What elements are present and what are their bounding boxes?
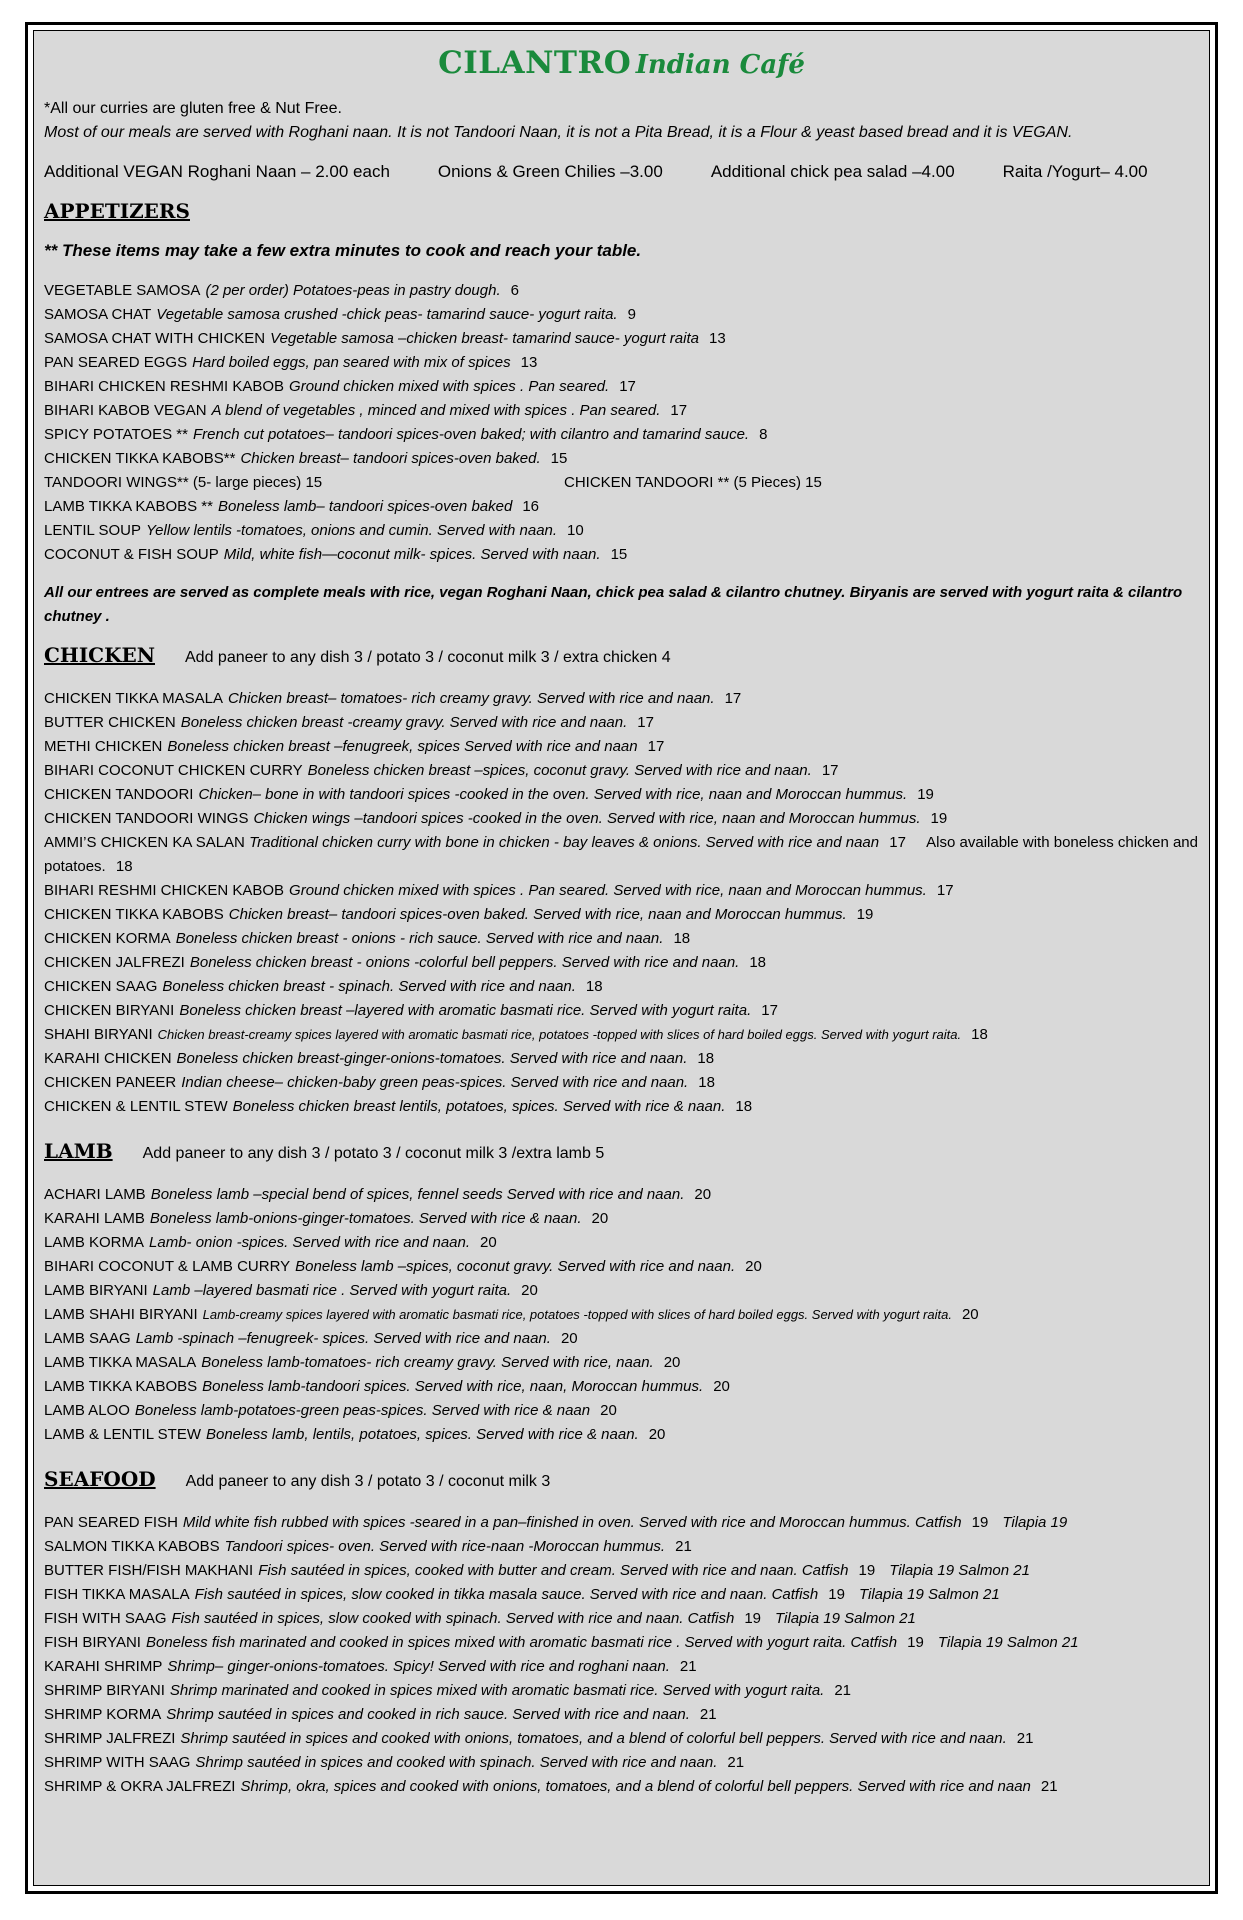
item-name: CHICKEN PANEER <box>44 1074 177 1091</box>
item-description: Lamb -spinach –fenugreek- spices. Served with rice and naan. <box>135 1330 551 1347</box>
menu-item <box>44 807 1199 831</box>
item-name: BIHARI CHICKEN RESHMI KABOB <box>44 378 285 395</box>
item-description: Boneless chicken breast –layered with aromatic basmati rice. Served with yogurt raita. <box>179 1002 752 1019</box>
menu-item <box>44 1207 1199 1231</box>
item-description: Boneless chicken breast - onions - rich sauce. Served with rice and naan. <box>175 930 664 947</box>
item-price: 10 <box>567 522 584 539</box>
item-description: Tandoori spices- oven. Served with rice-naan -Moroccan hummus. <box>224 1538 666 1555</box>
item-price: 21 <box>1040 1778 1058 1795</box>
menu-item <box>44 1231 1199 1255</box>
item-price: 19 <box>858 1562 876 1579</box>
item-name: COCONUT & FISH SOUP <box>44 546 219 563</box>
lamb-list <box>44 1183 1199 1303</box>
section-heading: LAMB <box>44 1139 113 1163</box>
item-price: 13 <box>708 330 726 347</box>
item-description: Boneless lamb, lentils, potatoes, spices. Served with rice & naan. <box>205 1426 639 1443</box>
item-name: LAMB TIKKA KABOBS ** <box>44 498 213 515</box>
item-price: 19 <box>971 1514 989 1531</box>
item-name: PAN SEARED EGGS <box>44 354 188 371</box>
menu-item <box>44 399 1199 423</box>
menu-item <box>44 519 1199 543</box>
brand-subtitle: Indian Café <box>635 50 805 80</box>
appetizers-note: ** These items may take a few extra minutes to cook and reach your table. <box>44 241 642 260</box>
item-name: LAMB TIKKA KABOBS <box>44 1378 198 1395</box>
menu-item <box>44 759 1199 783</box>
item-description: Hard boiled eggs, pan seared with mix of spices <box>192 354 511 371</box>
menu-item <box>44 1327 1199 1351</box>
item-name: BUTTER FISH/FISH MAKHANI <box>44 1562 254 1579</box>
menu-item <box>44 495 1199 519</box>
item-description: Shrimp marinated and cooked in spices mixed with aromatic basmati rice. Served with yogurt raita. <box>169 1682 825 1699</box>
menu-item <box>44 375 1199 399</box>
item-price: 21 <box>1016 1730 1034 1747</box>
item-name: LAMB BIRYANI <box>44 1282 148 1299</box>
menu-item <box>44 1679 1199 1703</box>
item-name: ACHARI LAMB <box>44 1186 146 1203</box>
item-extra-price: Tilapia 19 Salmon 21 <box>937 1634 1079 1651</box>
menu-item <box>44 1703 1199 1727</box>
item-name: CHICKEN BIRYANI <box>44 1002 175 1019</box>
menu-item <box>44 1351 1199 1375</box>
appetizer-pair-row <box>44 471 1199 495</box>
item-price: 20 <box>521 1282 538 1299</box>
item-price: 20 <box>713 1378 730 1395</box>
item-price: 15 <box>610 546 628 563</box>
menu-item <box>44 735 1199 759</box>
chicken-list <box>44 687 1199 831</box>
item-price: 19 <box>907 1634 924 1651</box>
item-name: PAN SEARED FISH <box>44 1514 178 1531</box>
item-price: 21 <box>699 1706 717 1723</box>
item-name: KARAHI SHRIMP <box>44 1658 163 1675</box>
item-name: FISH WITH SAAG <box>44 1610 167 1627</box>
item-price: 17 <box>637 714 654 731</box>
item-description: Fish sautéed in spices, cooked with butter and cream. Served with rice and naan. Catfish <box>258 1562 849 1579</box>
menu-item <box>44 951 1199 975</box>
menu-frame <box>25 22 1218 1894</box>
item-name: BUTTER CHICKEN <box>44 714 176 731</box>
item-price: 17 <box>936 882 954 899</box>
item-price: 18 <box>698 1074 715 1091</box>
item-description: Indian cheese– chicken-baby green peas-spices. Served with rice and naan. <box>181 1074 689 1091</box>
item-description: A blend of vegetables , minced and mixed with spices . Pan seared. <box>211 402 661 419</box>
menu-item <box>44 975 1199 999</box>
item-name: KARAHI CHICKEN <box>44 1050 172 1067</box>
item-description: Lamb –layered basmati rice . Served with yogurt raita. <box>152 1282 512 1299</box>
appetizer-list-2 <box>44 495 1199 567</box>
menu-item <box>44 1047 1199 1071</box>
item-price: 8 <box>759 426 768 443</box>
item-name: METHI CHICKEN <box>44 738 163 755</box>
item-name: CHICKEN & LENTIL STEW <box>44 1098 228 1115</box>
item-name: LAMB TIKKA MASALA <box>44 1354 197 1371</box>
item-price: 19 <box>930 810 948 827</box>
item-price: 17 <box>761 1002 778 1019</box>
menu-item <box>44 1279 1199 1303</box>
section-note: Add paneer to any dish 3 / potato 3 / coconut milk 3 <box>185 1473 551 1490</box>
item-name: LAMB SAAG <box>44 1330 131 1347</box>
item-name: LAMB & LENTIL STEW <box>44 1426 201 1443</box>
menu-item <box>44 1375 1199 1399</box>
item-price: 6 <box>510 282 519 299</box>
menu-item <box>44 1095 1199 1119</box>
item-description: Boneless lamb– tandoori spices-oven baked <box>217 498 513 515</box>
menu-item <box>44 279 1199 303</box>
menu-item <box>44 1583 1199 1607</box>
section-note: Add paneer to any dish 3 / potato 3 / coconut milk 3 / extra chicken 4 <box>185 649 671 666</box>
item-price: 19 <box>856 906 874 923</box>
item-name: LAMB KORMA <box>44 1234 145 1251</box>
item-description: Lamb- onion -spices. Served with rice and naan. <box>149 1234 471 1251</box>
section-note: Add paneer to any dish 3 / potato 3 / coconut milk 3 /extra lamb 5 <box>142 1145 605 1162</box>
extra-item: Raita /Yogurt– 4.00 <box>1002 162 1148 181</box>
item-description: Chicken breast– tomatoes- rich creamy gravy. Served with rice and naan. <box>227 690 715 707</box>
item-name: BIHARI RESHMI CHICKEN KABOB <box>44 882 285 899</box>
item-name: SHRIMP BIRYANI <box>44 1682 165 1699</box>
item-price: 20 <box>663 1354 681 1371</box>
item-description: Chicken– bone in with tandoori spices -cooked in the oven. Served with rice, naan and Moroccan hummus. <box>198 786 908 803</box>
item-name: CHICKEN KORMA <box>44 930 171 947</box>
item-name: SPICY POTATOES ** <box>44 426 188 443</box>
menu-item <box>44 1423 1199 1447</box>
item-name: CHICKEN TANDOORI <box>44 786 194 803</box>
item-name: CHICKEN JALFREZI <box>44 954 185 971</box>
item-name: SHRIMP KORMA <box>44 1706 162 1723</box>
menu-item <box>44 423 1199 447</box>
item-name: SAMOSA CHAT <box>44 306 152 323</box>
item-description: Boneless chicken breast - onions -colorful bell peppers. Served with rice and naan. <box>189 954 740 971</box>
item-price: 20 <box>648 1426 666 1443</box>
item-description: Boneless chicken breast -creamy gravy. Served with rice and naan. <box>180 714 628 731</box>
item-price: 21 <box>675 1538 692 1555</box>
item-name: BIHARI COCONUT CHICKEN CURRY <box>44 762 303 779</box>
item-price: 18 <box>585 978 603 995</box>
brand-name: CILANTRO <box>438 45 632 81</box>
item-price: 17 <box>821 762 839 779</box>
item-name: BIHARI KABOB VEGAN <box>44 402 207 419</box>
item-description: Shrimp sautéed in spices and cooked in rich sauce. Served with rice and naan. <box>166 1706 690 1723</box>
item-price: 20 <box>480 1234 497 1251</box>
item-description: Fish sautéed in spices, slow cooked in tikka masala sauce. Served with rice and naan. Catfish <box>194 1586 819 1603</box>
item-price: 19 <box>744 1610 761 1627</box>
item-extra-price: Tilapia 19 Salmon 21 <box>775 1610 916 1627</box>
item-price: 20 <box>745 1258 762 1275</box>
menu-item <box>44 903 1199 927</box>
item-description: Shrimp– ginger-onions-tomatoes. Spicy! Served with rice and roghani naan. <box>167 1658 670 1675</box>
item-price: 18 <box>735 1098 753 1115</box>
menu-item <box>44 1255 1199 1279</box>
note-gluten: *All our curries are gluten free & Nut Free. <box>44 100 342 117</box>
item-extra-price: Tilapia 19 Salmon 21 <box>858 1586 1000 1603</box>
item-description: Boneless lamb –spices, coconut gravy. Served with rice and naan. <box>295 1258 736 1275</box>
menu-item <box>44 1559 1199 1583</box>
note-naan: Most of our meals are served with Roghani naan. It is not Tandoori Naan, it is not a Pita Bread, it is a Flour & yeast based bread and it is VEGAN. <box>44 124 1073 141</box>
item-description: Mild, white fish—coconut milk- spices. Served with naan. <box>223 546 601 563</box>
lamb-list-2 <box>44 1327 1199 1447</box>
menu-item <box>44 1655 1199 1679</box>
item-price: 20 <box>600 1402 617 1419</box>
chicken-list-3 <box>44 1047 1199 1119</box>
menu-item <box>44 927 1199 951</box>
item-name: SHRIMP & OKRA JALFREZI <box>44 1778 236 1795</box>
menu-item <box>44 1183 1199 1207</box>
item-price: 17 <box>670 402 688 419</box>
item-description: Shrimp sautéed in spices and cooked with onions, tomatoes, and a blend of colorful bell peppers. Served with rice and naan. <box>180 1730 1007 1747</box>
extras-row <box>44 159 1199 185</box>
item-price: 18 <box>749 954 767 971</box>
menu-item <box>44 783 1199 807</box>
chicken-list-2 <box>44 879 1199 1023</box>
item-description: Boneless chicken breast-ginger-onions-tomatoes. Served with rice and naan. <box>176 1050 688 1067</box>
menu-item <box>44 687 1199 711</box>
item-description: Yellow lentils -tomatoes, onions and cumin. Served with naan. <box>145 522 558 539</box>
section-heading: APPETIZERS <box>44 199 190 223</box>
menu-item <box>44 447 1199 471</box>
item-description: Boneless lamb –special bend of spices, fennel seeds Served with rice and naan. <box>150 1186 685 1203</box>
menu-item <box>44 711 1199 735</box>
section-chicken <box>44 637 1199 673</box>
item-name: VEGETABLE SAMOSA <box>44 282 201 299</box>
item-price: 17 <box>647 738 665 755</box>
item-price: 16 <box>522 498 540 515</box>
item-price: 20 <box>694 1186 712 1203</box>
item-name: LAMB ALOO <box>44 1402 130 1419</box>
menu-item <box>44 999 1199 1023</box>
item-name: KARAHI LAMB <box>44 1210 145 1227</box>
seafood-list <box>44 1511 1199 1799</box>
menu-content <box>44 37 1199 1799</box>
item-description: Boneless lamb-tomatoes- rich creamy gravy. Served with rice, naan. <box>201 1354 654 1371</box>
extra-item: Additional chick pea salad –4.00 <box>710 162 955 181</box>
menu-panel <box>33 30 1210 1886</box>
item-price: 21 <box>834 1682 852 1699</box>
menu-item <box>44 1607 1199 1631</box>
item-name: FISH BIRYANI <box>44 1634 141 1651</box>
item-description: Boneless lamb-onions-ginger-tomatoes. Served with rice & naan. <box>149 1210 582 1227</box>
menu-item: CHICKEN TANDOORI ** (5 Pieces) 15 <box>564 474 822 491</box>
menu-item <box>44 1399 1199 1423</box>
item-description: Boneless fish marinated and cooked in spices mixed with aromatic basmati rice . Served with yogurt raita. Catfish <box>145 1634 898 1651</box>
item-description: Chicken breast– tandoori spices-oven baked. Served with rice, naan and Moroccan hummus. <box>228 906 847 923</box>
section-lamb <box>44 1133 1199 1169</box>
item-extra-price: Tilapia 19 Salmon 21 <box>889 1562 1030 1579</box>
menu-item <box>44 1071 1199 1095</box>
item-description: Boneless chicken breast –spices, coconut gravy. Served with rice and naan. <box>307 762 812 779</box>
item-name: CHICKEN TANDOORI WINGS <box>44 810 249 827</box>
item-description: Vegetable samosa crushed -chick peas- tamarind sauce- yogurt raita. <box>156 306 618 323</box>
item-price: 21 <box>727 1754 745 1771</box>
item-name: CHICKEN TIKKA KABOBS** <box>44 450 236 467</box>
item-description: Chicken wings –tandoori spices -cooked in the oven. Served with rice, naan and Moroccan hummus. <box>253 810 921 827</box>
item-description: Chicken breast– tandoori spices-oven baked. <box>240 450 541 467</box>
item-price: 17 <box>619 378 636 395</box>
item-price: 17 <box>724 690 742 707</box>
item-price: 9 <box>627 306 636 323</box>
menu-item: SHAHI BIRYANI Chicken breast-creamy spices layered with aromatic basmati rice, potatoes -topped with slices of hard boiled eggs. Served with yogurt raita. 18 <box>44 1026 988 1043</box>
item-price: 21 <box>679 1658 697 1675</box>
item-description: Boneless lamb-tandoori spices. Served with rice, naan, Moroccan hummus. <box>202 1378 704 1395</box>
item-price: 19 <box>828 1586 845 1603</box>
item-description: French cut potatoes– tandoori spices-oven baked; with cilantro and tamarind sauce. <box>192 426 750 443</box>
item-description: Ground chicken mixed with spices . Pan seared. Served with rice, naan and Moroccan hummus. <box>289 882 927 899</box>
item-description: Vegetable samosa –chicken breast- tamarind sauce- yogurt raita <box>270 330 699 347</box>
menu-item <box>44 1631 1199 1655</box>
item-name: LENTIL SOUP <box>44 522 141 539</box>
menu-item <box>44 351 1199 375</box>
menu-item <box>44 1751 1199 1775</box>
item-price: 15 <box>550 450 568 467</box>
menu-item: TANDOORI WINGS** (5- large pieces) 15 <box>44 474 323 491</box>
section-seafood <box>44 1461 1199 1497</box>
item-name: SHRIMP JALFREZI <box>44 1730 176 1747</box>
item-name: CHICKEN SAAG <box>44 978 158 995</box>
extra-item: Onions & Green Chilies –3.00 <box>437 162 663 181</box>
item-description: Mild white fish rubbed with spices -seared in a pan–finished in oven. Served with rice and Moroccan hummus. Catfish <box>182 1514 962 1531</box>
item-extra-price: Tilapia 19 <box>1002 1514 1068 1531</box>
menu-item <box>44 1727 1199 1751</box>
menu-item <box>44 879 1199 903</box>
item-name: CHICKEN TIKKA MASALA <box>44 690 223 707</box>
item-price: 20 <box>560 1330 578 1347</box>
item-price: 18 <box>697 1050 715 1067</box>
item-price: 19 <box>917 786 934 803</box>
menu-title <box>44 37 1199 89</box>
item-price: 20 <box>591 1210 609 1227</box>
menu-item <box>44 1511 1199 1535</box>
item-name: SHRIMP WITH SAAG <box>44 1754 191 1771</box>
extra-item: Additional VEGAN Roghani Naan – 2.00 each <box>44 162 390 181</box>
menu-item <box>44 543 1199 567</box>
item-name: BIHARI COCONUT & LAMB CURRY <box>44 1258 291 1275</box>
menu-item <box>44 1775 1199 1799</box>
appetizer-list <box>44 279 1199 471</box>
item-description: Boneless chicken breast lentils, potatoes, spices. Served with rice & naan. <box>232 1098 726 1115</box>
menu-item-ammi: AMMI’S CHICKEN KA SALAN Traditional chicken curry with bone in chicken - bay leaves & onions. Served with rice and naan 17 Also available with boneless chicken and potatoes. 18 <box>44 834 1198 875</box>
item-description: Fish sautéed in spices, slow cooked with spinach. Served with rice and naan. Catfish <box>171 1610 735 1627</box>
section-heading: CHICKEN <box>44 643 155 667</box>
item-description: Boneless chicken breast - spinach. Served with rice and naan. <box>162 978 576 995</box>
item-description: (2 per order) Potatoes-peas in pastry dough. <box>205 282 501 299</box>
entree-note: All our entrees are served as complete meals with rice, vegan Roghani Naan, chick pea salad & cilantro chutney. Biryanis are served with yogurt raita & cilantro chutney . <box>44 584 1183 625</box>
item-name: SALMON TIKKA KABOBS <box>44 1538 220 1555</box>
item-price: 13 <box>520 354 538 371</box>
section-heading: SEAFOOD <box>44 1467 156 1491</box>
item-description: Shrimp sautéed in spices and cooked with spinach. Served with rice and naan. <box>195 1754 718 1771</box>
item-description: Shrimp, okra, spices and cooked with onions, tomatoes, and a blend of colorful bell peppers. Served with rice and naan <box>240 1778 1031 1795</box>
item-price: 18 <box>673 930 691 947</box>
item-description: Ground chicken mixed with spices . Pan seared. <box>289 378 610 395</box>
menu-item: LAMB SHAHI BIRYANI Lamb-creamy spices layered with aromatic basmati rice, potatoes -topped with slices of hard boiled eggs. Served with yogurt raita. 20 <box>44 1306 979 1323</box>
menu-item <box>44 303 1199 327</box>
menu-item <box>44 327 1199 351</box>
section-appetizers <box>44 193 1199 229</box>
item-name: CHICKEN TIKKA KABOBS <box>44 906 224 923</box>
item-description: Boneless chicken breast –fenugreek, spices Served with rice and naan <box>167 738 638 755</box>
item-name: SAMOSA CHAT WITH CHICKEN <box>44 330 266 347</box>
menu-item <box>44 1535 1199 1559</box>
item-name: FISH TIKKA MASALA <box>44 1586 190 1603</box>
item-description: Boneless lamb-potatoes-green peas-spices. Served with rice & naan <box>134 1402 591 1419</box>
